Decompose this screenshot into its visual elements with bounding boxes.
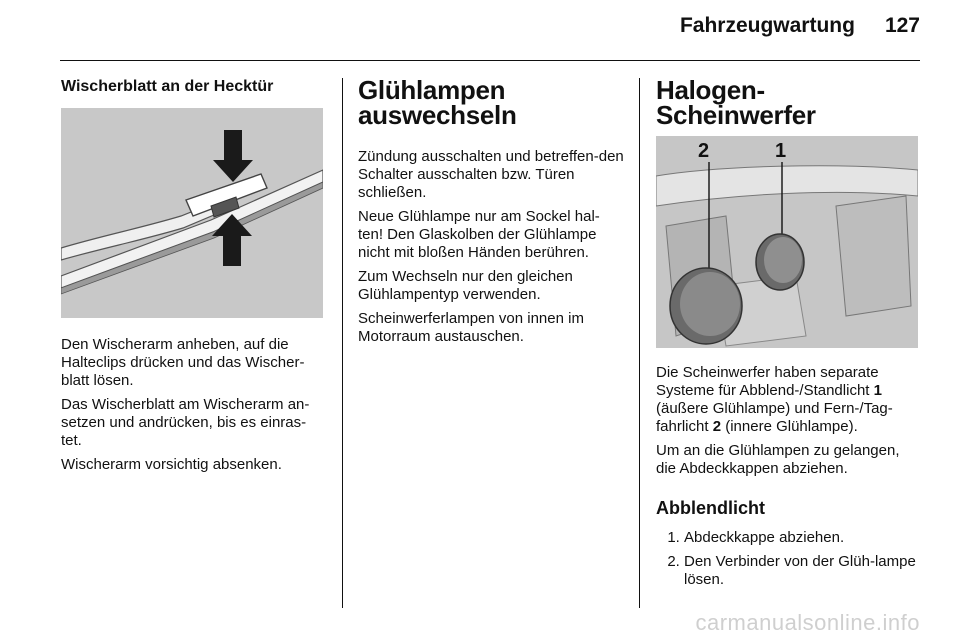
column-divider-1	[342, 78, 343, 608]
watermark: carmanualsonline.info	[695, 610, 920, 635]
column-wiper	[61, 78, 326, 480]
step-2: 2. Den Verbinder von der Glüh-lampe lösen.	[684, 553, 920, 589]
page-number: 127	[884, 14, 920, 37]
wiper-paragraph-3: Wischerarm vorsichtig absenken.	[61, 456, 282, 473]
step-1: 1. Abdeckkappe abziehen.	[684, 529, 920, 547]
wiper-heading: Wischerblatt an der Hecktür	[61, 78, 274, 95]
para1-ref-2: 2	[712, 418, 722, 435]
wiper-blade-figure	[61, 108, 323, 318]
callout-1: 1	[775, 140, 787, 162]
column-halogen	[656, 75, 920, 595]
callout-2: 2	[698, 140, 710, 162]
headlamp-figure	[656, 136, 918, 348]
bulbs-paragraph-1: Zündung ausschalten und betreffen-den Schalter ausschalten bzw. Türen schließen.	[358, 148, 624, 201]
wiper-paragraph-1: Den Wischerarm anheben, auf die Halteclips drücken und das Wischer-blatt lösen.	[61, 336, 305, 389]
para1-ref-1: 1	[873, 382, 882, 399]
bulbs-paragraph-4: Scheinwerferlampen von innen im Motorraum austauschen.	[358, 310, 584, 345]
low-beam-heading: Abblendlicht	[656, 498, 765, 518]
halogen-paragraph-1	[656, 364, 920, 436]
header-rule	[60, 60, 920, 61]
column-divider-2	[639, 78, 640, 608]
low-beam-steps	[656, 529, 920, 589]
wiper-paragraph-2: Das Wischerblatt am Wischerarm an-setzen und andrücken, bis es einras-tet.	[61, 396, 310, 449]
wiper-blade-illustration	[61, 108, 323, 318]
bulbs-heading: Glühlampen auswechseln	[358, 75, 517, 130]
headlamp-illustration	[656, 136, 918, 348]
para1-text-2: (äußere Glühlampe) und Fern-/Tag-fahrlicht	[656, 400, 893, 435]
bulbs-paragraph-2: Neue Glühlampe nur am Sockel hal-ten! Den Glaskolben der Glühlampe nicht mit bloßen Händen berühren.	[358, 208, 600, 261]
para1-text-1: Die Scheinwerfer haben separate Systeme für Abblend-/Standlicht	[656, 364, 879, 399]
section-title: Fahrzeugwartung	[679, 14, 855, 37]
para1-text-3: (innere Glühlampe).	[721, 418, 858, 435]
page-header	[680, 14, 920, 38]
column-bulbs	[358, 75, 624, 352]
halogen-paragraph-2: Um an die Glühlampen zu gelangen, die Abdeckkappen abziehen.	[656, 442, 900, 477]
halogen-heading: Halogen-Scheinwerfer	[656, 75, 816, 130]
bulbs-paragraph-3: Zum Wechseln nur den gleichen Glühlampentyp verwenden.	[358, 268, 573, 303]
